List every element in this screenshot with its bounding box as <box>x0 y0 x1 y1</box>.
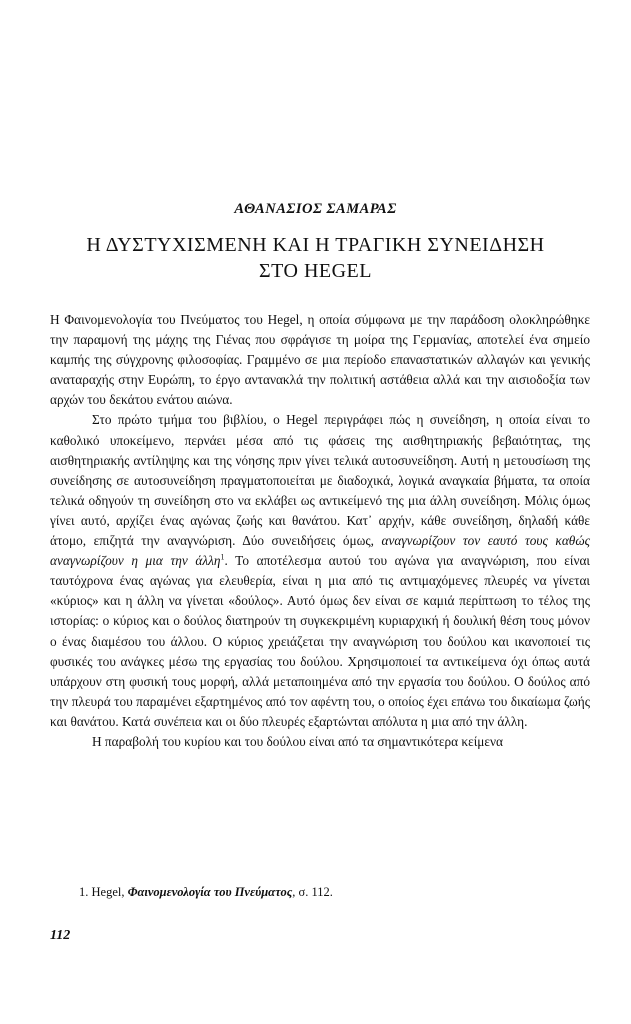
footnote-title: Φαινομενολογία του Πνεύματος <box>127 885 293 899</box>
page-number: 112 <box>50 928 71 943</box>
author-name: ΑΘΑΝΑΣΙΟΣ ΣΑΜΑΡΑΣ <box>234 201 397 217</box>
paragraph-2 <box>50 410 590 732</box>
paragraph-2-part-2: . Το αποτέλεσμα αυτού του αγώνα για αναγνώριση, που είναι ταυτόχρονα ένας αγώνας για ελευθερία, είναι η μια από τις αντιμαχόμενες πλευρές να γίνεται «κύριος» και η άλλη να γίνεται «δούλος». Αυτό όμως δεν είναι σε καμιά περίπτωση το τέλος της ιστορίας: ο κύριος και ο δούλος διατηρούν τη συγκεκριμένη κυριαρχική ή δουλική θέση τους μόνον ο ένας διαμέσου του άλλου. Ο κύριος χρειάζεται την αναγνώριση του δούλου και ικανοποιεί τις φυσικές του ανάγκες μέσω της εργασίας του δούλου. Χρησιμοποιεί τα αντικείμενα όχι όπως αυτά υπάρχουν στη φυσική τους μορφή, αλλά μεταποιημένα από την εργασία του δούλου. Ο δούλος από την πλευρά του παραμένει εξαρτημένος από τον αφέντη του, ο οποίος έχει επάνω του δικαίωμα ζωής και θανάτου. Κατά συνέπεια και οι δύο πλευρές εξαρτώνται απόλυτα η μια από την άλλη. <box>50 553 590 729</box>
paragraph-3: Η παραβολή του κυρίου και του δούλου είναι από τα σημαντικότερα κείμενα <box>92 733 503 749</box>
chapter-title <box>0 232 631 284</box>
paragraph-1: Η Φαινομενολογία του Πνεύματος του Hegel, η οποία σύμφωνα με την παράδοση ολοκληρώθηκε την παραμονή της μάχης της Γιένας που σφράγισε τη μοίρα της Γερμανίας, αποτελεί ένα σημείο καμπής της σύγχρονης φιλοσοφίας. Γραμμένο σε μια περίοδο επαναστατικών αλλαγών και γενικής αναταραχής στην Ευρώπη, το έργο αντανακλά την πολιτική αστάθεια αλλά και την αισιοδοξία των αρχών του δεκάτου ενάτου αιώνα. <box>50 312 590 408</box>
footnote <box>79 885 579 900</box>
chapter-title-line-2: ΣΤΟ HEGEL <box>259 260 372 282</box>
body-text <box>50 310 590 752</box>
paragraph-2-italic-quote: αναγνωρίζουν τον εαυτό τους καθώς αναγνωρίζουν η μια την άλλη <box>50 533 590 569</box>
footnote-page: , σ. 112. <box>292 885 333 899</box>
paragraph-2-part-1: Στο πρώτο τμήμα του βιβλίου, ο Hegel περιγράφει πώς η συνείδηση, η οποία είναι το καθολικό υποκείμενο, περνάει μέσα από τις φάσεις της αισθητηριακής βεβαιότητας, της αισθητηριακής αντίληψης και της νόησης πριν γίνει τελικά αυτοσυνείδηση. Αυτή η μετουσίωση της συνείδησης σε αυτοσυνείδηση πραγματοποιείται με διαδοχικά, λογικά αναγκαία βήματα, τα οποία τελικά οδηγούν τη συνείδηση στο να εκλάβει ως αντικείμενό της μια άλλη συνείδηση. Μόλις όμως γίνει αυτό, αρχίζει ένας αγώνας ζωής και θανάτου. Κατ᾽ αρχήν, κάθε συνείδηση, δηλαδή κάθε άτομο, επιζητά την αναγνώριση. Δύο συνειδήσεις όμως, <box>50 412 590 549</box>
chapter-title-line-1: Η ΔΥΣΤΥΧΙΣΜΕΝΗ ΚΑΙ Η ΤΡΑΓΙΚΗ ΣΥΝΕΙΔΗΣΗ <box>86 234 545 256</box>
footnote-reference[interactable]: 1 <box>220 552 225 562</box>
footnote-number: 1. <box>79 885 89 899</box>
footnote-author: Hegel, <box>91 885 125 899</box>
